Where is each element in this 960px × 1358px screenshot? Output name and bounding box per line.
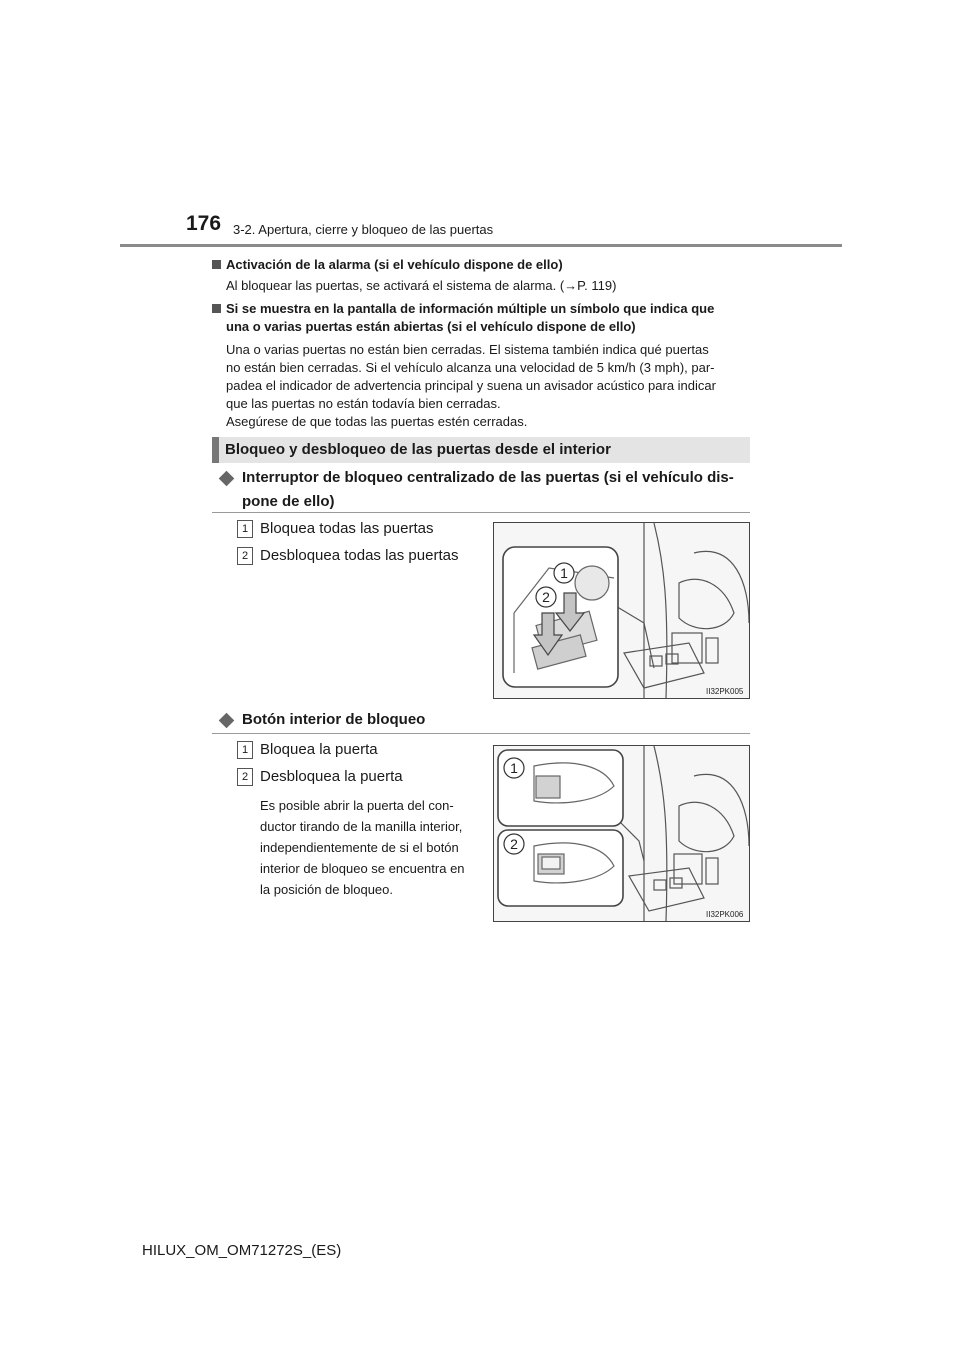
section-title: 3-2. Apertura, cierre y bloqueo de las puertas	[233, 222, 494, 237]
callout-2: 2	[542, 589, 550, 605]
button-note: Es posible abrir la puerta del con- ductor tirando de la manilla interior, independientemente de si el botón interior de bloqueo se encuentra en la posición de bloqueo.	[260, 798, 465, 897]
diamond-bullet-icon	[219, 713, 235, 729]
square-bullet-icon	[212, 304, 221, 313]
heading-accent	[212, 437, 219, 463]
alarm-paragraph-body: Al bloquear las puertas, se activará el sistema de alarma. (→P. 119)	[226, 278, 617, 293]
central-lock-switch-illustration	[493, 522, 750, 699]
alarm-paragraph-title: Activación de la alarma (si el vehículo dispone de ello)	[212, 256, 752, 274]
door-button-drawing	[494, 746, 749, 921]
header-divider	[120, 244, 842, 247]
section-heading: Bloqueo y desbloqueo de las puertas desde el interior	[225, 441, 611, 458]
door-open-paragraph-body: Una o varias puertas no están bien cerradas. El sistema también indica qué puertas no están bien cerradas. Si el vehículo alcanza una velocidad de 5 km/h (3 mph), par- padea el indicador de advertencia principal y suena un avisador acústico para indicar que las puertas no están todavía bien cerradas. Asegúrese de que todas las puertas estén cerradas.	[226, 342, 716, 429]
illustration-code: II32PK006	[706, 910, 744, 919]
button-subsection-header: Botón interior de bloqueo	[212, 708, 750, 732]
item-label: Bloquea todas las puertas	[260, 520, 434, 537]
illustration-code: II32PK005	[706, 687, 744, 696]
door-open-paragraph-title: Si se muestra en la pantalla de información múltiple un símbolo que indica que una o varias puertas están abiertas (si el vehículo dispone de ello)	[212, 300, 752, 336]
item-label: Desbloquea la puerta	[260, 768, 403, 785]
item-label: Desbloquea todas las puertas	[260, 547, 459, 564]
section-heading-bar	[212, 437, 750, 463]
subsection-divider	[212, 733, 750, 734]
callout-2: 2	[510, 836, 518, 852]
arrow-right-icon: →	[564, 278, 578, 293]
diamond-bullet-icon	[219, 471, 235, 487]
lock-button-illustration	[493, 745, 750, 922]
footer-doc-code: HILUX_OM_OM71272S_(ES)	[142, 1242, 342, 1259]
item-number-badge: 2	[237, 547, 253, 565]
item-label: Bloquea la puerta	[260, 741, 378, 758]
item-number-badge: 2	[237, 768, 253, 786]
square-bullet-icon	[212, 260, 221, 269]
item-number-badge: 1	[237, 741, 253, 759]
callout-1: 1	[510, 760, 518, 776]
callout-1: 1	[560, 565, 568, 581]
button-items-list	[237, 741, 487, 801]
subsection-divider	[212, 512, 750, 513]
page-number: 176	[186, 212, 222, 235]
switch-items-list	[237, 520, 487, 580]
item-number-badge: 1	[237, 520, 253, 538]
switch-subsection-header: Interruptor de bloqueo centralizado de las puertas (si el vehículo dis- pone de ello)	[212, 466, 750, 514]
door-switch-drawing	[494, 523, 749, 698]
